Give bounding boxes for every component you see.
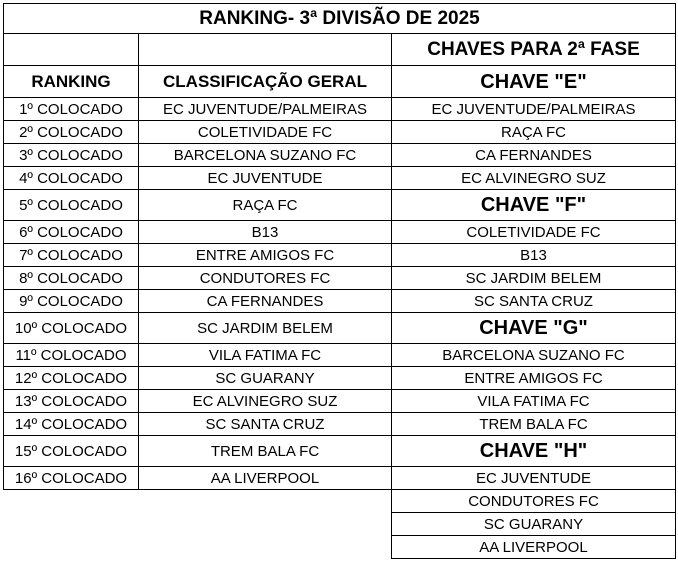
header-blank-ranking xyxy=(3,33,139,66)
chave-label: CHAVE "H" xyxy=(391,435,676,467)
rank-cell: 5º COLOCADO xyxy=(3,189,139,221)
rank-cell: 11º COLOCADO xyxy=(3,343,139,367)
chaves-header: CHAVES PARA 2ª FASE xyxy=(391,33,676,66)
sheet-title: RANKING- 3ª DIVISÃO DE 2025 xyxy=(3,3,676,34)
chave-e-label: CHAVE "E" xyxy=(391,65,676,98)
team-cell: B13 xyxy=(138,220,392,244)
rank-cell: 14º COLOCADO xyxy=(3,412,139,436)
team-cell: RAÇA FC xyxy=(138,189,392,221)
chave-team-cell: VILA FATIMA FC xyxy=(391,389,676,413)
chave-team-cell: EC JUVENTUDE xyxy=(391,466,676,490)
team-cell: BARCELONA SUZANO FC xyxy=(138,143,392,167)
chave-team-cell: CONDUTORES FC xyxy=(391,489,676,513)
rank-cell: 16º COLOCADO xyxy=(3,466,139,490)
chave-team-cell: COLETIVIDADE FC xyxy=(391,220,676,244)
rank-cell: 10º COLOCADO xyxy=(3,312,139,344)
rank-cell: 3º COLOCADO xyxy=(3,143,139,167)
chave-team-cell: CA FERNANDES xyxy=(391,143,676,167)
team-cell: VILA FATIMA FC xyxy=(138,343,392,367)
chave-team-cell: AA LIVERPOOL xyxy=(391,535,676,559)
chave-team-cell: B13 xyxy=(391,243,676,267)
chave-team-cell: EC JUVENTUDE/PALMEIRAS xyxy=(391,97,676,121)
chave-team-cell: SC GUARANY xyxy=(391,512,676,536)
rank-cell: 1º COLOCADO xyxy=(3,97,139,121)
chave-team-cell: RAÇA FC xyxy=(391,120,676,144)
team-cell: CA FERNANDES xyxy=(138,289,392,313)
rank-cell: 8º COLOCADO xyxy=(3,266,139,290)
chave-team-cell: SC JARDIM BELEM xyxy=(391,266,676,290)
rank-cell: 12º COLOCADO xyxy=(3,366,139,390)
team-cell: EC ALVINEGRO SUZ xyxy=(138,389,392,413)
team-cell: COLETIVIDADE FC xyxy=(138,120,392,144)
team-cell: CONDUTORES FC xyxy=(138,266,392,290)
team-cell: SC JARDIM BELEM xyxy=(138,312,392,344)
chave-team-cell: ENTRE AMIGOS FC xyxy=(391,366,676,390)
team-cell: EC JUVENTUDE xyxy=(138,166,392,190)
rank-cell: 2º COLOCADO xyxy=(3,120,139,144)
rank-cell: 6º COLOCADO xyxy=(3,220,139,244)
column-header-classificacao: CLASSIFICAÇÃO GERAL xyxy=(138,65,392,98)
rank-cell: 13º COLOCADO xyxy=(3,389,139,413)
rank-cell: 9º COLOCADO xyxy=(3,289,139,313)
column-header-ranking: RANKING xyxy=(3,65,139,98)
team-cell: AA LIVERPOOL xyxy=(138,466,392,490)
chave-team-cell: TREM BALA FC xyxy=(391,412,676,436)
team-cell: SC SANTA CRUZ xyxy=(138,412,392,436)
chave-team-cell: EC ALVINEGRO SUZ xyxy=(391,166,676,190)
team-cell: SC GUARANY xyxy=(138,366,392,390)
rank-cell: 4º COLOCADO xyxy=(3,166,139,190)
team-cell: ENTRE AMIGOS FC xyxy=(138,243,392,267)
team-cell: EC JUVENTUDE/PALMEIRAS xyxy=(138,97,392,121)
rank-cell: 7º COLOCADO xyxy=(3,243,139,267)
chave-team-cell: SC SANTA CRUZ xyxy=(391,289,676,313)
chave-team-cell: BARCELONA SUZANO FC xyxy=(391,343,676,367)
header-blank-classificacao xyxy=(138,33,392,66)
team-cell: TREM BALA FC xyxy=(138,435,392,467)
chave-label: CHAVE "F" xyxy=(391,189,676,221)
rank-cell: 15º COLOCADO xyxy=(3,435,139,467)
chave-label: CHAVE "G" xyxy=(391,312,676,344)
